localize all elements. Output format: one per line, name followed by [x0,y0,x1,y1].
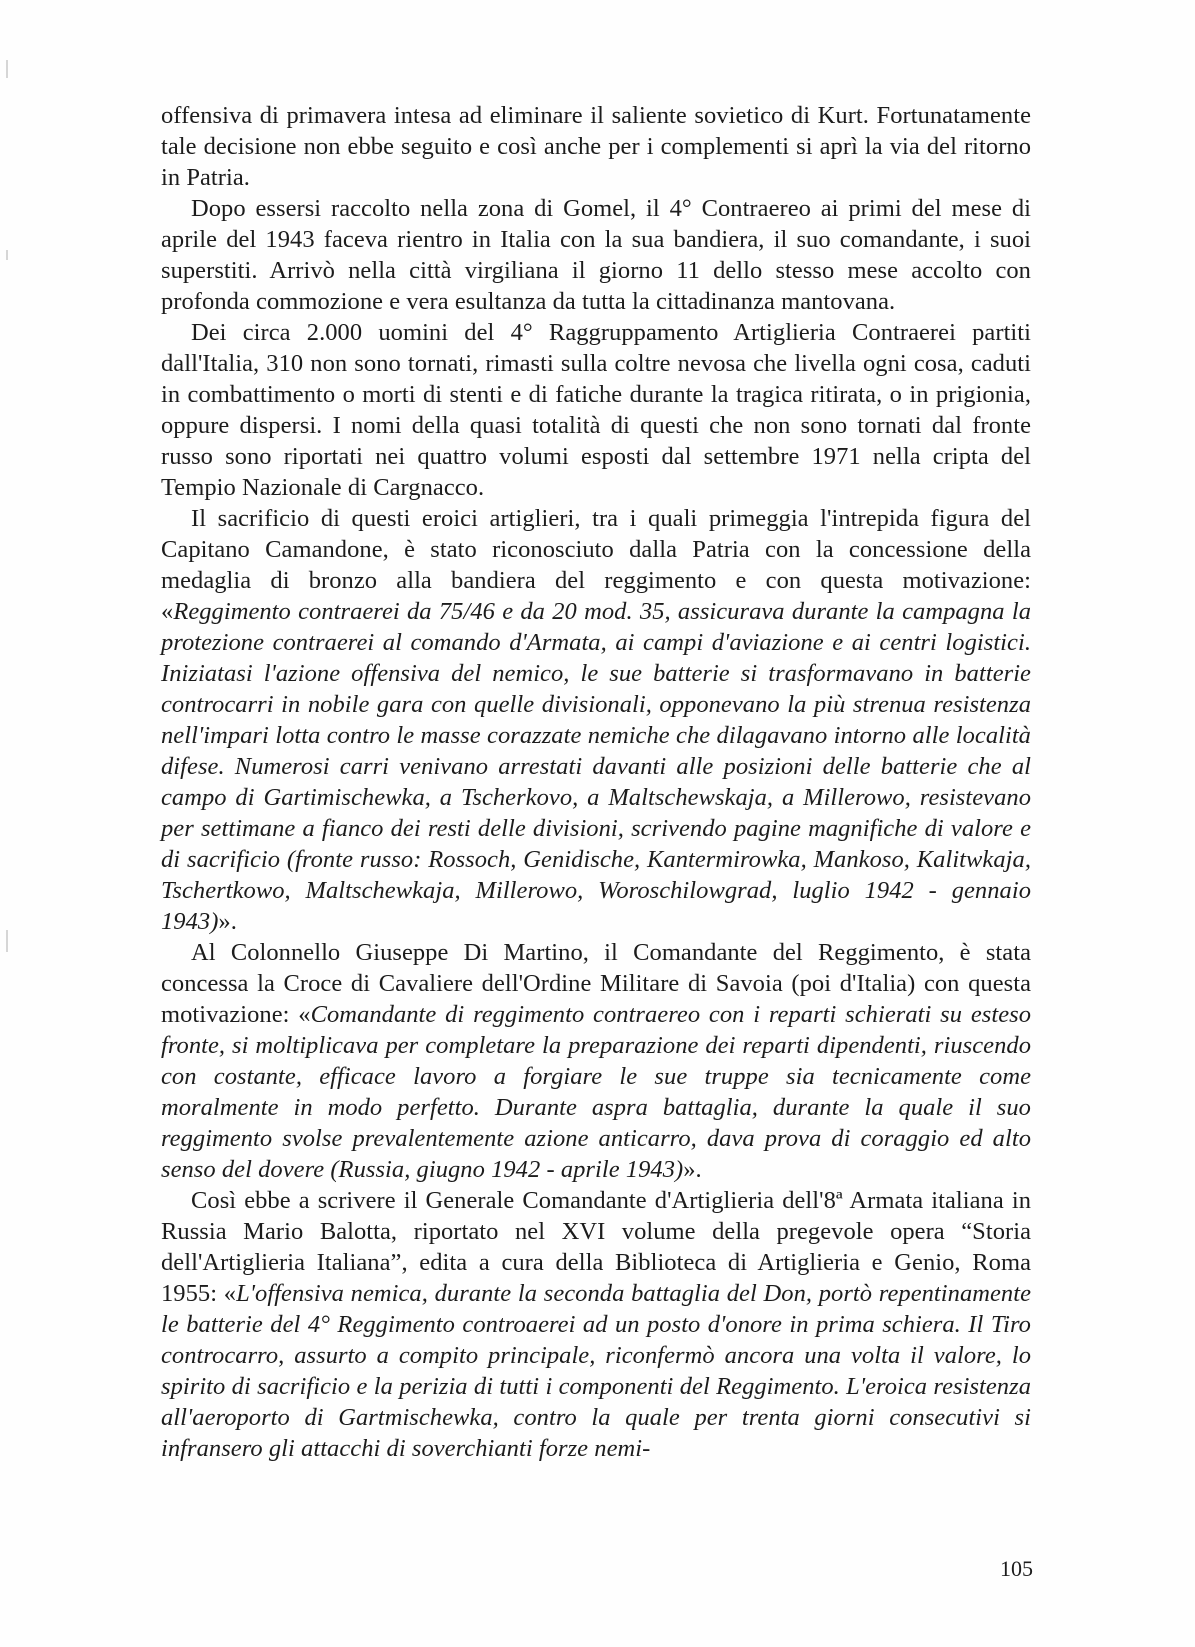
paragraph [161,937,1031,1185]
paragraph-text: Al Colonnello Giuseppe Di Martino, il Comandante del Reggimento, è stata concessa la Croce di Cavaliere dell'Ordine Militare di Savoia (poi d'Italia) con questa motivazione: « [161,939,1031,1028]
paragraph [161,193,1031,317]
citation-italic: Comandante di reggimento contraereo con i reparti schierati su esteso fronte, si moltiplicava per completare la preparazione dei reparti dipendenti, riuscendo con costante, efficace lavoro a forgiare le sue truppe sia tecnicamente come moralmente in modo perfetto. Durante aspra battaglia, durante la quale il suo reggimento svolse prevalentemente azione anticarro, dava prova di coraggio ed alto senso del dovere (Russia, giugno 1942 - aprile 1943) [161,1001,1032,1183]
paragraph-text: Dei circa 2.000 uomini del 4° Raggruppamento Artiglieria Contraerei partiti dall'Italia, 310 non sono tornati, rimasti sulla coltre nevosa che livella ogni cosa, caduti in combattimento o morti di stenti e di fatiche durante la tragica ritirata, o in prigionia, oppure dispersi. I nomi della quasi totalità di questi che non sono tornati dal fronte russo sono riportati nei quattro volumi esposti dal settembre 1971 nella cripta del Tempio Nazionale di Cargnacco. [161,319,1031,501]
paragraph [161,503,1031,937]
paragraph [161,100,1031,193]
paragraph-text: ». [218,908,237,935]
scan-edge-mark [6,250,8,260]
citation-italic: L'offensiva nemica, durante la seconda battaglia del Don, portò repentinamente le batterie del 4° Reggimento controaerei ad un posto d'onore in prima schiera. Il Tiro controcarro, assurto a compito principale, riconfermò ancora una volta il valore, lo spirito di sacrificio e la perizia di tutti i componenti del Reggimento. L'eroica resistenza all'aeroporto di Gartmischewka, contro la quale per trenta giorni consecutivi si infransero gli attacchi di soverchianti forze nemi- [161,1280,1031,1462]
paragraph-text: ». [683,1156,702,1183]
paragraph [161,1185,1031,1464]
page-number: 105 [1000,1556,1033,1581]
paragraph-text: Il sacrificio di questi eroici artiglieri, tra i quali primeggia l'intrepida figura del Capitano Camandone, è stato riconosciuto dalla Patria con la concessione della medaglia di bronzo alla bandiera del reggimento e con questa motivazione: « [161,505,1031,625]
paragraph-text: Così ebbe a scrivere il Generale Comandante d'Artiglieria dell'8ª Armata italiana in Russia Mario Balotta, riportato nel XVI volume della pregevole opera “Storia dell'Artiglieria Italiana”, edita a cura della Biblioteca di Artiglieria e Genio, Roma 1955: « [161,1187,1031,1307]
scan-edge-mark [6,930,8,952]
paragraph-text: Dopo essersi raccolto nella zona di Gomel, il 4° Contraereo ai primi del mese di aprile del 1943 faceva rientro in Italia con la sua bandiera, il suo comandante, i suoi superstiti. Arrivò nella città virgiliana il giorno 11 dello stesso mese accolto con profonda commozione e vera esultanza da tutta la cittadinanza mantovana. [161,195,1031,315]
citation-italic: Reggimento contraerei da 75/46 e da 20 mod. 35, assicurava durante la campagna la protezione contraerei al comando d'Armata, ai campi d'aviazione e ai centri logistici. Iniziatasi l'azione offensiva del nemico, le sue batterie si trasformavano in batterie controcarri in nobile gara con quelle divisionali, opponevano la più strenua resistenza nell'impari lotta contro le masse corazzate nemiche che dilagavano intorno alle località difese. Numerosi carri venivano arrestati davanti alle posizioni delle batterie che al campo di Gartimischewka, a Tscherkovo, a Maltschewskaja, a Millerowo, resistevano per settimane a fianco dei resti delle divisioni, scrivendo pagine magnifiche di valore e di sacrificio (fronte russo: Rossoch, Genidische, Kantermirowka, Mankoso, Kalitwkaja, Tschertkowo, Maltschewkaja, Millerowo, Woroschilowgrad, luglio 1942 - gennaio 1943) [161,598,1031,935]
paragraph [161,317,1031,503]
paragraph-text: offensiva di primavera intesa ad eliminare il saliente sovietico di Kurt. Fortunatamente tale decisione non ebbe seguito e così anche per i complementi si aprì la via del ritorno in Patria. [161,102,1031,191]
scan-edge-mark [6,60,8,78]
body-text [161,100,1031,1464]
